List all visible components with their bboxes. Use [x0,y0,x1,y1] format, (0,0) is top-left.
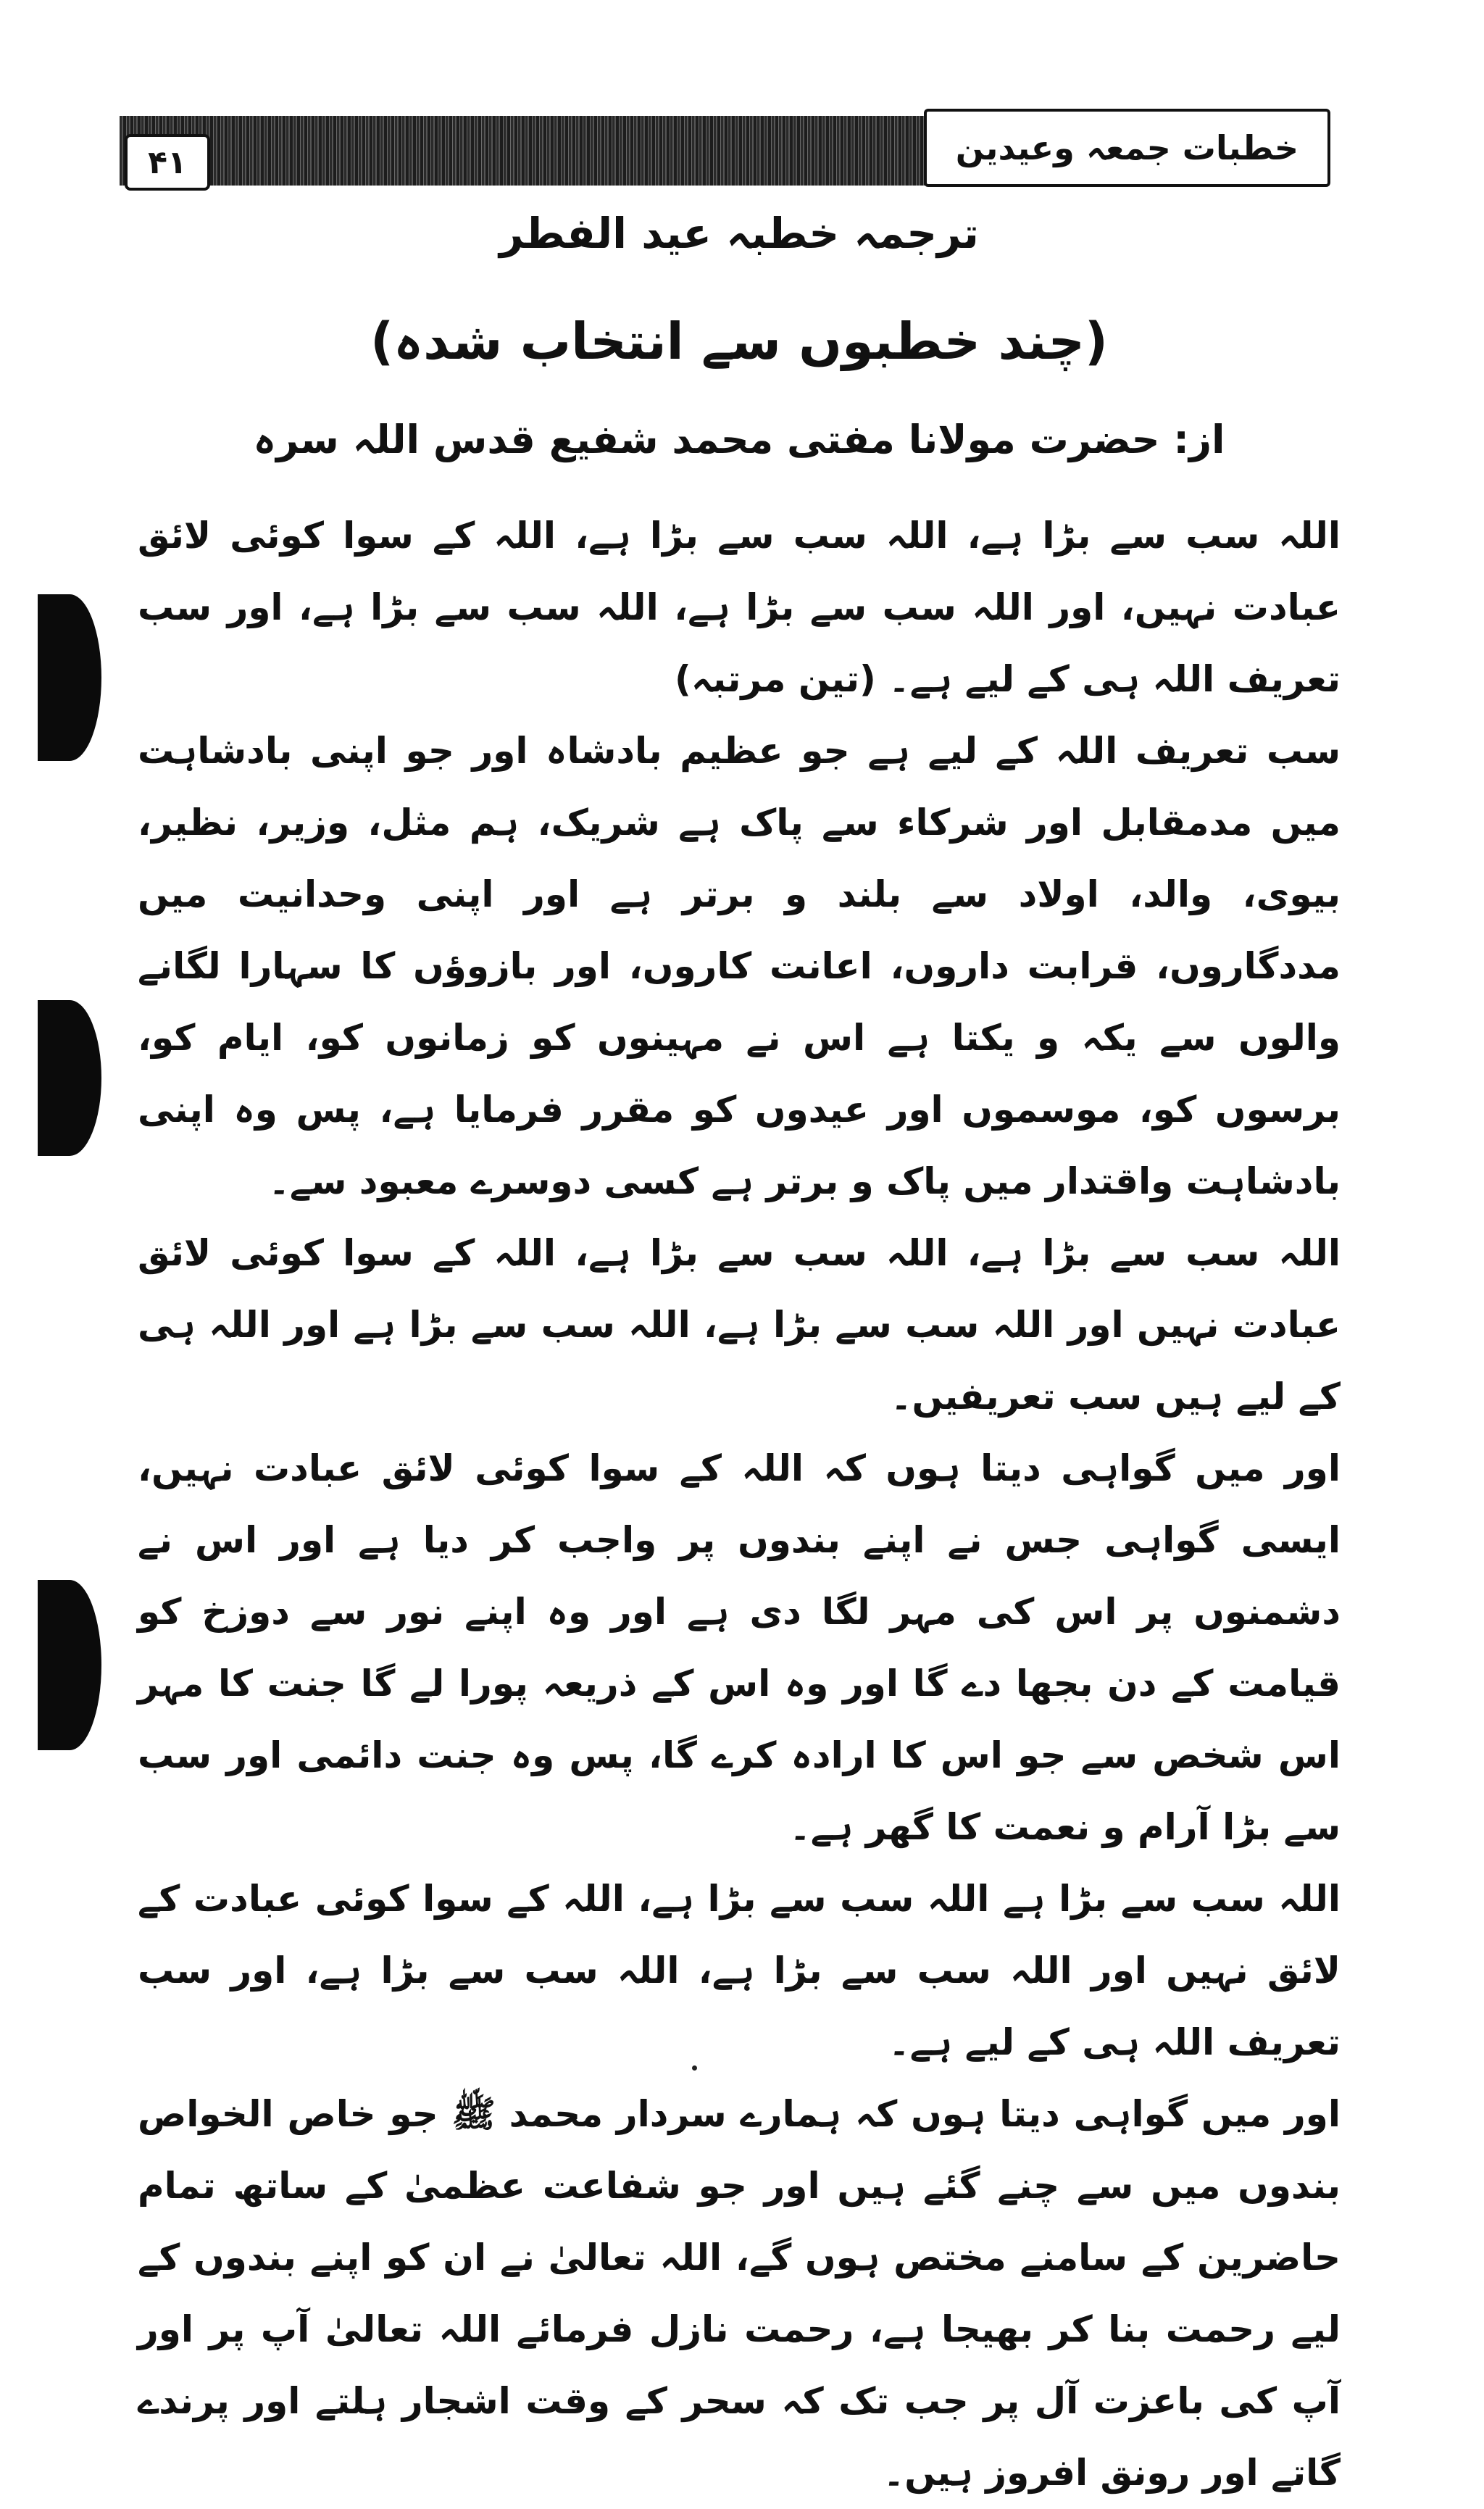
scan-edge-mark [38,594,101,761]
author-line: از: حضرت مولانا مفتی محمد شفیع قدس اللہ سرہ [253,417,1225,462]
paragraph-takbir-2: اللہ سب سے بڑا ہے، اللہ سب سے بڑا ہے، اللہ کے سوا کوئی لائق عبادت نہیں اور اللہ سب سے بڑا ہے، اللہ سب سے بڑا ہے اور اللہ ہی کے لیے ہیں سب تعریفیں۔ [138,1232,1341,1418]
sermon-title: ترجمہ خطبہ عید الفطر [499,209,979,258]
paragraph-takbir-1: اللہ سب سے بڑا ہے، اللہ سب سے بڑا ہے، اللہ کے سوا کوئی لائق عبادت نہیں، اور اللہ سب سے بڑا ہے، اللہ سب سے بڑا ہے، اور سب تعریف اللہ ہی کے لیے ہے۔ (تین مرتبہ) [138,515,1341,700]
paragraph-takbir-3: اللہ سب سے بڑا ہے اللہ سب سے بڑا ہے، اللہ کے سوا کوئی عبادت کے لائق نہیں اور اللہ سب سے بڑا ہے، اللہ سب سے بڑا ہے، اور سب تعریف اللہ ہی کے لیے ہے۔ [138,1878,1341,2063]
paragraph-praise: سب تعریف اللہ کے لیے ہے جو عظیم بادشاہ اور جو اپنی بادشاہت میں مدمقابل اور شرکاء سے پاک ہے شریک، ہم مثل، وزیر، نظیر، بیوی، والد، اولاد سے بلند و برتر ہے اور اپنی وحدانیت میں مددگاروں، قرابت داروں، اعانت کاروں، اور بازوؤں کا سہارا لگانے والوں سے یکہ و یکتا ہے اس نے مہینوں کو زمانوں کو، ایام کو، برسوں کو، موسموں اور عیدوں کو مقرر فرمایا ہے، پس وہ اپنی بادشاہت واقتدار میں پاک و برتر ہے کسی دوسرے معبود سے۔ [138,730,1341,1202]
paragraph-prophet: اور میں گواہی دیتا ہوں کہ ہمارے سردار محمد ﷺ جو خاص الخواص بندوں میں سے چنے گئے ہیں اور جو شفاعت عظمیٰ کے ساتھ تمام حاضرین کے سامنے مختص ہوں گے، اللہ تعالیٰ نے ان کو اپنے بندوں کے لیے رحمت بنا کر بھیجا ہے، رحمت نازل فرمائے اللہ تعالیٰ آپ پر اور آپ کی باعزت آل پر جب تک کہ سحر کے وقت اشجار ہلتے اور پرندے گاتے اور رونق افروز ہیں۔ [138,2093,1341,2494]
sermon-body [138,500,1341,2509]
scan-edge-mark [38,1580,101,1750]
page-number: ۴۱ [125,134,210,191]
scan-dot [692,2065,697,2071]
scan-edge-mark [38,1000,101,1156]
book-title: خطبات جمعہ وعیدین [924,109,1330,187]
sermon-subtitle: (چند خطبوں سے انتخاب شدہ) [370,312,1108,371]
paragraph-testimony: اور میں گواہی دیتا ہوں کہ اللہ کے سوا کوئی لائق عبادت نہیں، ایسی گواہی جس نے اپنے بندوں پر واجب کر دیا ہے اور اس نے دشمنوں پر اس کی مہر لگا دی ہے اور وہ اپنے نور سے دوزخ کو قیامت کے دن بجھا دے گا اور وہ اس کے ذریعہ پورا لے گا جنت کا مہر اس شخص سے جو اس کا ارادہ کرے گا، پس وہ جنت دائمی اور سب سے بڑا آرام و نعمت کا گھر ہے۔ [138,1447,1341,1848]
